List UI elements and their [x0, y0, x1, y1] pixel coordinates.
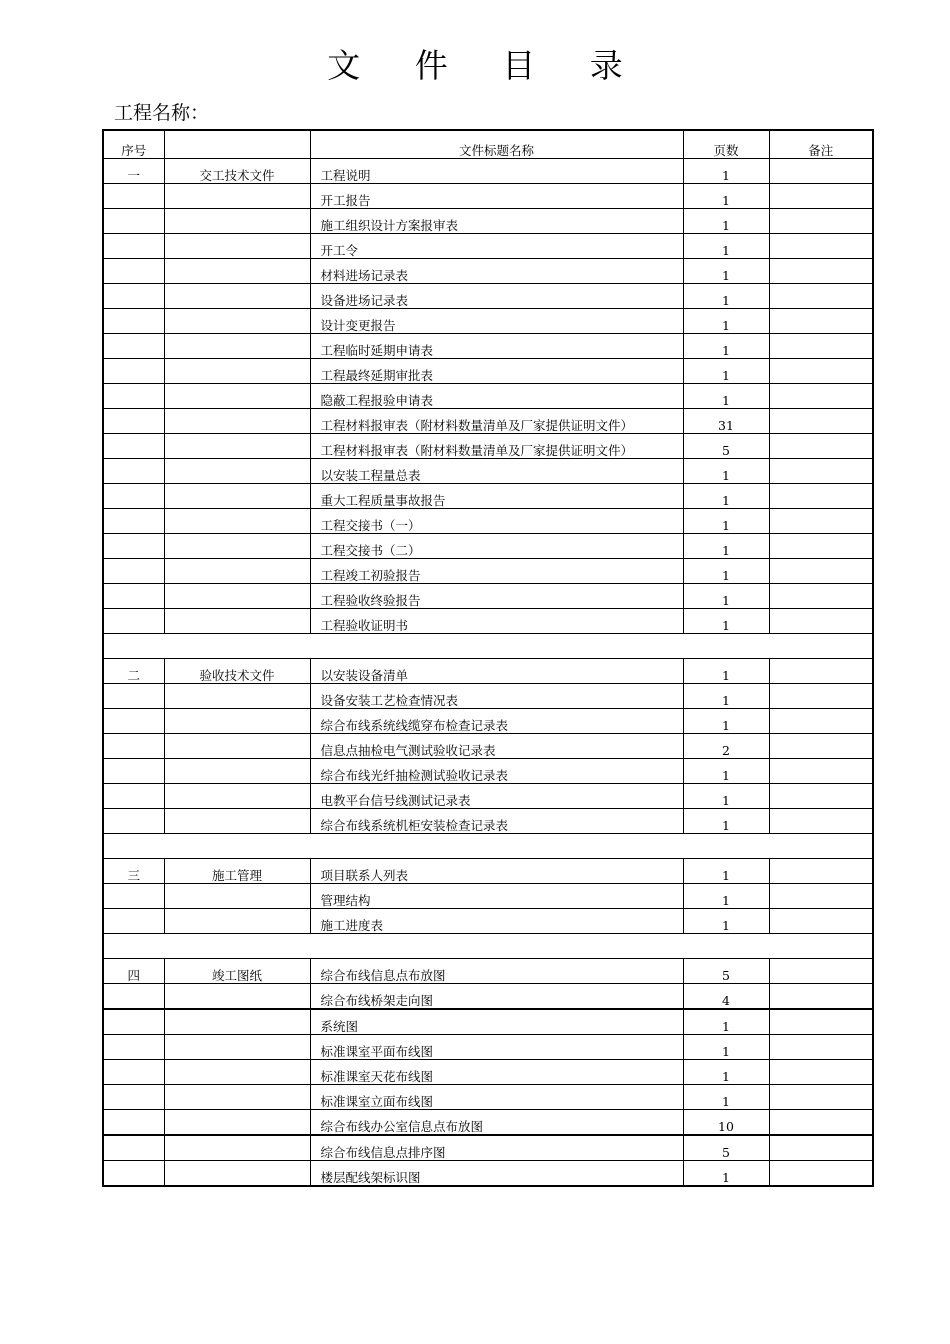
row-pages-cell: 1 [683, 509, 769, 534]
row-remark-cell [769, 1135, 873, 1161]
row-title-cell: 工程交接书（二） [310, 534, 683, 559]
row-pages-cell: 1 [683, 559, 769, 584]
table-row [103, 434, 873, 459]
row-pages-cell: 1 [683, 1060, 769, 1085]
header-category [164, 130, 310, 159]
row-title-cell: 综合布线桥架走向图 [310, 984, 683, 1010]
row-category-cell [164, 359, 310, 384]
row-no-cell [103, 709, 164, 734]
row-category-cell [164, 909, 310, 934]
row-title-cell: 系统图 [310, 1009, 683, 1035]
row-category-cell [164, 784, 310, 809]
row-category-cell: 验收技术文件 [164, 659, 310, 684]
row-title-cell: 材料进场记录表 [310, 259, 683, 284]
row-remark-cell [769, 859, 873, 884]
row-no-cell [103, 1009, 164, 1035]
row-title-cell: 以安装工程量总表 [310, 459, 683, 484]
row-pages-cell: 1 [683, 184, 769, 209]
row-category-cell: 交工技术文件 [164, 159, 310, 184]
row-pages-cell: 1 [683, 584, 769, 609]
row-remark-cell [769, 984, 873, 1010]
section-separator-row [103, 834, 873, 859]
row-remark-cell [769, 259, 873, 284]
row-category-cell: 竣工图纸 [164, 959, 310, 984]
row-category-cell [164, 1009, 310, 1035]
row-remark-cell [769, 559, 873, 584]
row-remark-cell [769, 434, 873, 459]
row-title-cell: 重大工程质量事故报告 [310, 484, 683, 509]
row-no-cell [103, 259, 164, 284]
table-row [103, 459, 873, 484]
project-name-label: 工程名称： [114, 102, 210, 124]
table-row [103, 259, 873, 284]
row-category-cell [164, 759, 310, 784]
row-no-cell [103, 984, 164, 1010]
table-header-row [103, 130, 873, 159]
section-separator-row [103, 634, 873, 659]
table-row [103, 1135, 873, 1161]
row-pages-cell: 1 [683, 1035, 769, 1060]
row-remark-cell [769, 659, 873, 684]
table-row [103, 984, 873, 1010]
row-pages-cell: 2 [683, 734, 769, 759]
row-no-cell: 一 [103, 159, 164, 184]
row-title-cell: 电教平台信号线测试记录表 [310, 784, 683, 809]
row-no-cell [103, 409, 164, 434]
row-title-cell: 设计变更报告 [310, 309, 683, 334]
row-remark-cell [769, 1009, 873, 1035]
row-title-cell: 综合布线办公室信息点布放图 [310, 1110, 683, 1136]
file-catalog-table [102, 129, 874, 1187]
row-pages-cell: 1 [683, 809, 769, 834]
table-row [103, 334, 873, 359]
table-row [103, 284, 873, 309]
row-category-cell [164, 1135, 310, 1161]
row-pages-cell: 1 [683, 909, 769, 934]
table-row [103, 884, 873, 909]
row-category-cell [164, 234, 310, 259]
row-title-cell: 工程材料报审表（附材料数量清单及厂家提供证明文件） [310, 409, 683, 434]
row-category-cell [164, 484, 310, 509]
table-row [103, 234, 873, 259]
table-row [103, 959, 873, 984]
row-title-cell: 设备安装工艺检查情况表 [310, 684, 683, 709]
row-no-cell [103, 1085, 164, 1110]
row-pages-cell: 5 [683, 1135, 769, 1161]
row-pages-cell: 5 [683, 959, 769, 984]
row-no-cell [103, 184, 164, 209]
row-remark-cell [769, 709, 873, 734]
row-remark-cell [769, 784, 873, 809]
row-no-cell [103, 434, 164, 459]
row-title-cell: 工程交接书（一） [310, 509, 683, 534]
row-category-cell [164, 209, 310, 234]
row-category-cell [164, 684, 310, 709]
table-row [103, 309, 873, 334]
row-pages-cell: 1 [683, 759, 769, 784]
row-remark-cell [769, 184, 873, 209]
row-no-cell [103, 309, 164, 334]
row-remark-cell [769, 1085, 873, 1110]
row-title-cell: 信息点抽检电气测试验收记录表 [310, 734, 683, 759]
table-row [103, 809, 873, 834]
row-pages-cell: 1 [683, 884, 769, 909]
table-row [103, 609, 873, 634]
row-title-cell: 项目联系人列表 [310, 859, 683, 884]
row-title-cell: 工程验收终验报告 [310, 584, 683, 609]
row-remark-cell [769, 1035, 873, 1060]
row-category-cell [164, 1060, 310, 1085]
row-category-cell [164, 559, 310, 584]
row-remark-cell [769, 534, 873, 559]
row-no-cell [103, 384, 164, 409]
row-remark-cell [769, 409, 873, 434]
row-remark-cell [769, 309, 873, 334]
row-no-cell [103, 609, 164, 634]
row-no-cell [103, 334, 164, 359]
row-pages-cell: 1 [683, 484, 769, 509]
row-pages-cell: 1 [683, 309, 769, 334]
row-title-cell: 标准课室平面布线图 [310, 1035, 683, 1060]
row-title-cell: 工程最终延期审批表 [310, 359, 683, 384]
row-pages-cell: 1 [683, 359, 769, 384]
table-row [103, 859, 873, 884]
row-no-cell [103, 684, 164, 709]
table-row [103, 909, 873, 934]
row-category-cell [164, 259, 310, 284]
row-title-cell: 管理结构 [310, 884, 683, 909]
row-remark-cell [769, 584, 873, 609]
table-row [103, 734, 873, 759]
row-no-cell [103, 1060, 164, 1085]
table-row [103, 384, 873, 409]
row-category-cell [164, 709, 310, 734]
table-row [103, 209, 873, 234]
row-category-cell [164, 809, 310, 834]
row-no-cell [103, 809, 164, 834]
row-category-cell [164, 509, 310, 534]
row-remark-cell [769, 1060, 873, 1085]
row-title-cell: 综合布线系统线缆穿布检查记录表 [310, 709, 683, 734]
row-category-cell [164, 734, 310, 759]
table-row [103, 1110, 873, 1136]
header-remark: 备注 [769, 130, 873, 159]
row-category-cell [164, 584, 310, 609]
row-remark-cell [769, 334, 873, 359]
table-row [103, 509, 873, 534]
row-pages-cell: 1 [683, 334, 769, 359]
document-title: 文 件 目 录 [327, 46, 645, 85]
row-no-cell [103, 484, 164, 509]
row-category-cell [164, 1110, 310, 1136]
row-title-cell: 工程材料报审表（附材料数量清单及厂家提供证明文件） [310, 434, 683, 459]
row-pages-cell: 1 [683, 284, 769, 309]
row-category-cell: 施工管理 [164, 859, 310, 884]
row-no-cell [103, 359, 164, 384]
row-title-cell: 工程临时延期申请表 [310, 334, 683, 359]
table-row [103, 1085, 873, 1110]
row-no-cell [103, 1110, 164, 1136]
row-remark-cell [769, 734, 873, 759]
header-pages: 页数 [683, 130, 769, 159]
row-remark-cell [769, 909, 873, 934]
table-row [103, 359, 873, 384]
row-pages-cell: 4 [683, 984, 769, 1010]
row-remark-cell [769, 484, 873, 509]
row-remark-cell [769, 234, 873, 259]
separator-cell [103, 934, 873, 959]
table-row [103, 409, 873, 434]
row-remark-cell [769, 1110, 873, 1136]
row-no-cell [103, 1161, 164, 1187]
row-category-cell [164, 1035, 310, 1060]
row-no-cell [103, 759, 164, 784]
row-remark-cell [769, 809, 873, 834]
row-remark-cell [769, 684, 873, 709]
separator-cell [103, 834, 873, 859]
row-title-cell: 综合布线信息点布放图 [310, 959, 683, 984]
row-pages-cell: 1 [683, 1009, 769, 1035]
row-title-cell: 工程说明 [310, 159, 683, 184]
header-title: 文件标题名称 [310, 130, 683, 159]
row-pages-cell: 1 [683, 159, 769, 184]
row-title-cell: 综合布线光纤抽检测试验收记录表 [310, 759, 683, 784]
row-remark-cell [769, 159, 873, 184]
row-title-cell: 施工组织设计方案报审表 [310, 209, 683, 234]
table-row [103, 1035, 873, 1060]
row-no-cell [103, 784, 164, 809]
table-row [103, 534, 873, 559]
row-category-cell [164, 434, 310, 459]
row-pages-cell: 1 [683, 459, 769, 484]
row-pages-cell: 1 [683, 784, 769, 809]
row-title-cell: 标准课室立面布线图 [310, 1085, 683, 1110]
row-no-cell [103, 884, 164, 909]
row-category-cell [164, 409, 310, 434]
separator-cell [103, 634, 873, 659]
row-title-cell: 开工令 [310, 234, 683, 259]
row-no-cell [103, 509, 164, 534]
row-remark-cell [769, 359, 873, 384]
row-no-cell [103, 584, 164, 609]
row-pages-cell: 1 [683, 384, 769, 409]
row-remark-cell [769, 759, 873, 784]
row-category-cell [164, 1085, 310, 1110]
table-row [103, 709, 873, 734]
row-category-cell [164, 309, 310, 334]
row-remark-cell [769, 209, 873, 234]
row-pages-cell: 10 [683, 1110, 769, 1136]
row-title-cell: 楼层配线架标识图 [310, 1161, 683, 1187]
table-row [103, 784, 873, 809]
section-separator-row [103, 934, 873, 959]
table-row [103, 484, 873, 509]
row-no-cell [103, 1135, 164, 1161]
row-title-cell: 以安装设备清单 [310, 659, 683, 684]
row-no-cell [103, 234, 164, 259]
row-remark-cell [769, 609, 873, 634]
row-no-cell [103, 459, 164, 484]
row-pages-cell: 1 [683, 1161, 769, 1187]
row-title-cell: 标准课室天花布线图 [310, 1060, 683, 1085]
row-no-cell [103, 734, 164, 759]
table-row [103, 659, 873, 684]
row-pages-cell: 1 [683, 709, 769, 734]
row-pages-cell: 1 [683, 534, 769, 559]
table-row [103, 759, 873, 784]
row-pages-cell: 1 [683, 684, 769, 709]
row-pages-cell: 31 [683, 409, 769, 434]
row-remark-cell [769, 384, 873, 409]
table-row [103, 1060, 873, 1085]
row-no-cell: 四 [103, 959, 164, 984]
table-row [103, 584, 873, 609]
table-row [103, 1161, 873, 1187]
row-no-cell: 三 [103, 859, 164, 884]
row-pages-cell: 5 [683, 434, 769, 459]
row-remark-cell [769, 509, 873, 534]
row-remark-cell [769, 884, 873, 909]
row-no-cell: 二 [103, 659, 164, 684]
row-category-cell [164, 459, 310, 484]
row-no-cell [103, 284, 164, 309]
row-remark-cell [769, 1161, 873, 1187]
row-no-cell [103, 559, 164, 584]
row-category-cell [164, 984, 310, 1010]
row-category-cell [164, 609, 310, 634]
row-no-cell [103, 909, 164, 934]
row-no-cell [103, 209, 164, 234]
row-title-cell: 开工报告 [310, 184, 683, 209]
row-title-cell: 施工进度表 [310, 909, 683, 934]
table-row [103, 559, 873, 584]
row-pages-cell: 1 [683, 234, 769, 259]
row-category-cell [164, 884, 310, 909]
row-category-cell [164, 534, 310, 559]
row-remark-cell [769, 959, 873, 984]
row-category-cell [164, 334, 310, 359]
row-title-cell: 工程竣工初验报告 [310, 559, 683, 584]
row-pages-cell: 1 [683, 1085, 769, 1110]
row-pages-cell: 1 [683, 609, 769, 634]
header-no: 序号 [103, 130, 164, 159]
row-title-cell: 综合布线系统机柜安装检查记录表 [310, 809, 683, 834]
table-row [103, 1009, 873, 1035]
row-pages-cell: 1 [683, 659, 769, 684]
row-category-cell [164, 284, 310, 309]
row-category-cell [164, 1161, 310, 1187]
row-pages-cell: 1 [683, 259, 769, 284]
row-category-cell [164, 184, 310, 209]
row-title-cell: 设备进场记录表 [310, 284, 683, 309]
row-no-cell [103, 534, 164, 559]
row-no-cell [103, 1035, 164, 1060]
table-row [103, 159, 873, 184]
row-pages-cell: 1 [683, 859, 769, 884]
table-row [103, 684, 873, 709]
row-pages-cell: 1 [683, 209, 769, 234]
table-row [103, 184, 873, 209]
row-remark-cell [769, 459, 873, 484]
row-title-cell: 综合布线信息点排序图 [310, 1135, 683, 1161]
row-category-cell [164, 384, 310, 409]
row-remark-cell [769, 284, 873, 309]
row-title-cell: 隐蔽工程报验申请表 [310, 384, 683, 409]
row-title-cell: 工程验收证明书 [310, 609, 683, 634]
